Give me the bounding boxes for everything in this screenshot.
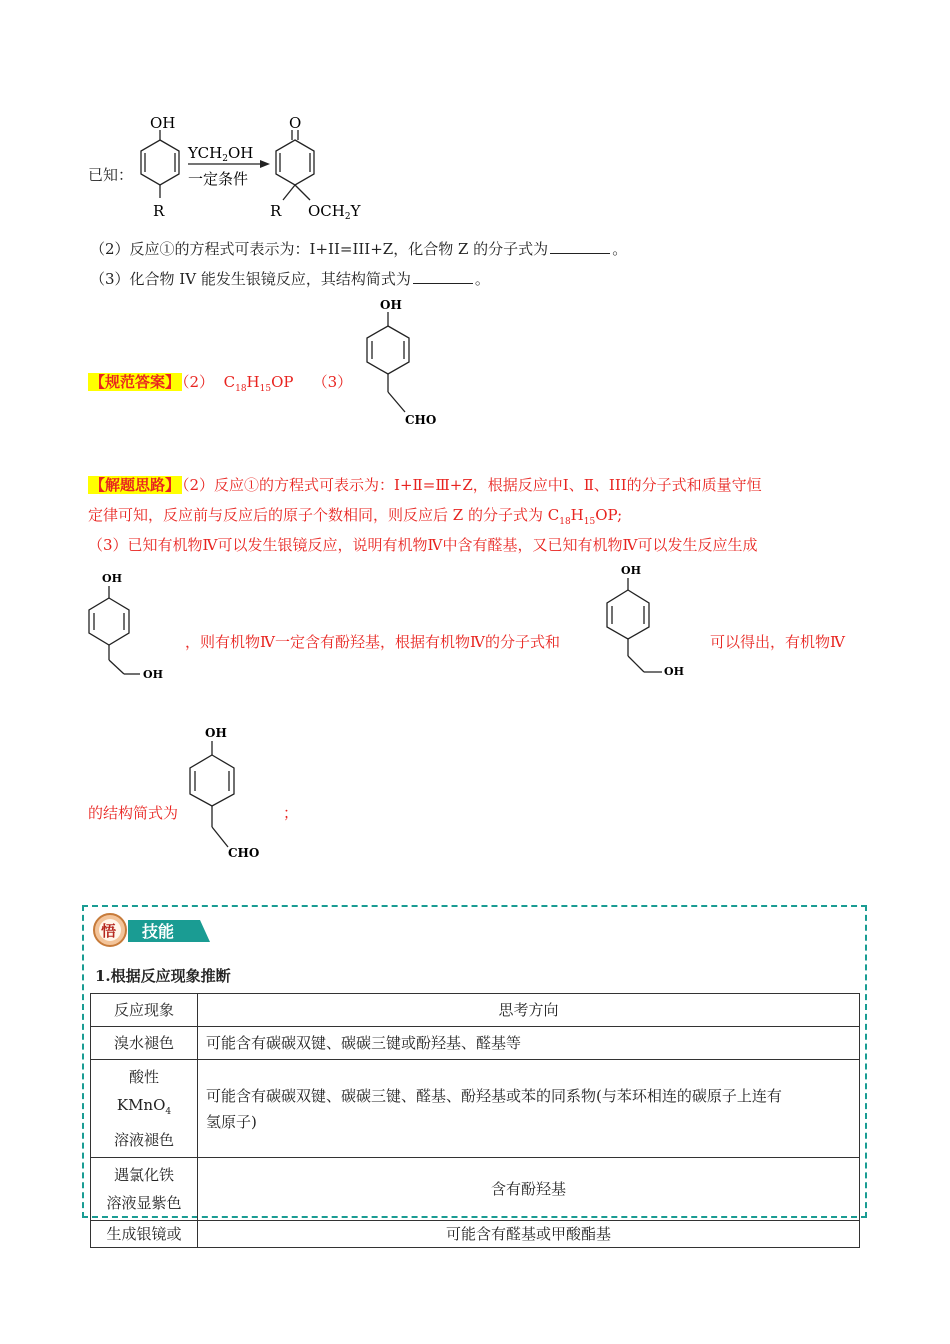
badge-text: 技能 <box>142 922 175 941</box>
skills-badge <box>92 912 217 952</box>
table-row: 溴水褪色 可能含有碳碳双键、碳碳三键或酚羟基、醛基等 <box>91 1027 860 1060</box>
given-label: 已知： <box>88 166 134 184</box>
answer-line: 【规范答案】 （2） $C_{18}H_{15}OP$ （3） <box>90 373 353 394</box>
condition-label: 一定条件 <box>188 170 249 188</box>
solution-line-2: 定律可知，反应前与反应后的原子个数相同，则反应后 Z 的分子式为 $C_{18}H_{15}OP$; <box>88 506 623 527</box>
product-ring <box>276 130 314 200</box>
tyrosol-right-oh: OH <box>621 564 641 577</box>
answer-structure <box>355 296 445 431</box>
question-2: （2）反应①的方程式可表示为：I+II=III+Z，化合物 Z 的分子式为 。 <box>90 240 628 258</box>
tyrosol-structure-right <box>598 562 698 682</box>
header-phenomenon: 反应现象 <box>91 994 198 1027</box>
product-och2y: $OCH_2Y$ <box>308 202 361 222</box>
solution-line-4a: ，则有机物Ⅳ一定含有酚羟基，根据有机物Ⅳ的分子式和 <box>185 633 560 651</box>
answer-blank <box>550 239 610 254</box>
answer-formula: $C_{18}H_{15}OP$ <box>223 373 294 394</box>
reactant-ring <box>141 130 179 198</box>
solution-line-1: 【解题思路】 （2）反应①的方程式可表示为：Ⅰ+Ⅱ=Ⅲ+Z，根据反应中Ⅰ、Ⅱ、III的分子式和质量守恒 <box>90 476 762 494</box>
final-struct-oh: OH <box>205 726 227 740</box>
table-row: 生成银镜或 可能含有醛基或甲酸酯基 <box>91 1221 860 1248</box>
solution-line-5b: ； <box>283 804 299 822</box>
product-o: O <box>289 114 302 132</box>
answer-struct-oh: OH <box>380 298 402 312</box>
header-direction: 思考方向 <box>198 994 860 1027</box>
table-header-row <box>91 994 860 1027</box>
final-struct-cho: CHO <box>228 846 260 860</box>
solution-tag: 【解题思路】 <box>90 476 181 494</box>
tyrosol-right-oh-tail: OH <box>664 665 684 678</box>
solution-line-4b: 可以得出，有机物Ⅳ <box>710 633 845 651</box>
given-reaction-diagram <box>120 108 380 223</box>
reagent-label: $YCH_2OH$ <box>188 144 254 164</box>
question-3: （3）化合物 IV 能发生银镜反应，其结构简式为 。 <box>90 270 490 288</box>
reaction-phenomenon-table <box>90 993 860 1248</box>
tyrosol-left-oh-tail: OH <box>143 668 163 681</box>
table-row: 酸性 KMnO$_4$ 溶液褪色 可能含有碳碳双键、碳碳三键、醛基、酚羟基或苯的同系物(与苯环相连的碳原子上连有 氢原子) <box>91 1060 860 1158</box>
answer-struct-cho: CHO <box>405 413 437 427</box>
skills-heading: 1.根据反应现象推断 <box>95 967 231 985</box>
reactant-oh: OH <box>150 114 176 132</box>
reactant-r: R <box>153 202 165 220</box>
answer-blank <box>413 269 473 284</box>
table-row: 遇氯化铁 溶液显紫色 含有酚羟基 <box>91 1158 860 1221</box>
answer-tag: 【规范答案】 <box>90 373 181 391</box>
badge-char: 悟 <box>101 922 117 940</box>
tyrosol-structure-left <box>82 570 182 685</box>
product-r: R <box>270 202 282 220</box>
final-aldehyde-structure <box>180 725 280 865</box>
solution-line-5a: 的结构简式为 <box>88 804 179 822</box>
tyrosol-left-oh: OH <box>102 572 122 585</box>
solution-line-3: （3）已知有机物Ⅳ可以发生银镜反应，说明有机物Ⅳ中含有醛基，又已知有机物Ⅳ可以发生反应生成 <box>88 536 758 554</box>
